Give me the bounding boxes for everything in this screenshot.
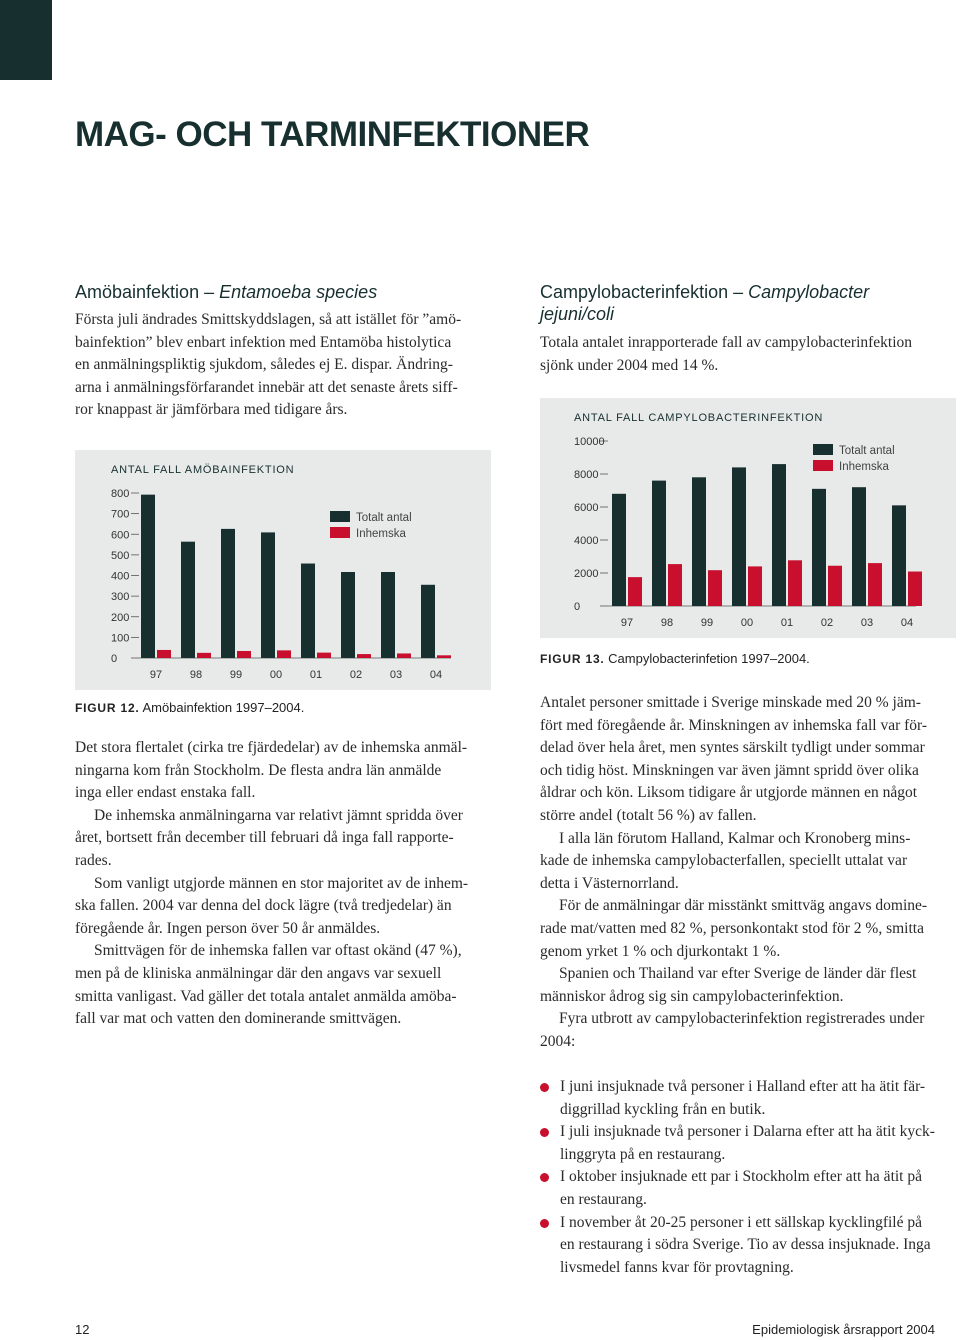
figure-13-text: Campylobacterinfetion 1997–2004. <box>604 651 810 666</box>
figure-13-caption <box>540 651 810 666</box>
amoeba-intro-line: ror knappast är jämförbara med tidigare års. <box>75 401 348 419</box>
y-tick-label: 4000 <box>574 535 599 547</box>
amoeba-body-paragraph <box>75 940 505 1030</box>
amoeba-body-paragraph <box>75 737 505 805</box>
x-tick-label: 98 <box>660 617 674 629</box>
x-tick-label: 01 <box>309 669 323 681</box>
legend-label: Totalt antal <box>356 512 412 524</box>
y-tick-label: 10000 <box>574 436 605 448</box>
amoeba-intro-line: arna i anmälningsförfarandet innebär att det senaste årets siff- <box>75 378 458 396</box>
y-tick-label: 6000 <box>574 502 599 514</box>
figure-12-text: Amöbainfektion 1997–2004. <box>139 700 305 715</box>
legend-swatch <box>330 527 350 538</box>
amoeba-heading-dash: – <box>199 282 220 302</box>
x-tick-label: 04 <box>429 669 443 681</box>
figure-13-label: FIGUR 13. <box>540 652 605 666</box>
campylobacter-body <box>540 692 960 1054</box>
amoeba-bar-chart-svg <box>75 450 491 690</box>
amoeba-body-line: inga eller endast enstaka fall. <box>75 784 256 802</box>
campylobacter-body-line: människor ådrog sig sin campylobacterinfektion. <box>540 987 844 1005</box>
bar-inhemska-01 <box>788 560 802 606</box>
x-tick-label: 03 <box>389 669 403 681</box>
campylobacter-chart <box>540 398 956 638</box>
bar-inhemska-98 <box>197 653 211 658</box>
campylobacter-body-line: rade mat/vatten med 82 %, personkontakt stod för 2 %, smitta <box>540 919 924 937</box>
y-tick-label: 100 <box>111 632 130 645</box>
bar-total-03 <box>381 572 395 658</box>
x-tick-label: 02 <box>349 669 363 681</box>
outbreak-list-line: diggrillad kyckling från en butik. <box>560 1100 766 1118</box>
campylobacter-body-line: kade de inhemska campylobacterfallen, speciellt uttalat var <box>540 852 908 870</box>
bar-inhemska-00 <box>748 566 762 606</box>
x-tick-label: 97 <box>149 669 163 681</box>
bullet-dot-icon <box>540 1219 549 1228</box>
bar-inhemska-00 <box>277 650 291 658</box>
outbreak-list-item <box>540 1212 960 1280</box>
amoeba-chart <box>75 450 491 690</box>
y-tick-label: 2000 <box>574 568 599 580</box>
campylobacter-heading-italic-1: Campylobacter <box>748 282 870 302</box>
legend-label: Inhemska <box>356 528 406 540</box>
amoeba-heading-italic: Entamoeba species <box>219 282 378 302</box>
outbreak-list-line: I juli insjuknade två personer i Dalarna efter att ha ätit kyck- <box>560 1123 935 1141</box>
outbreak-list-item <box>540 1166 960 1211</box>
bar-inhemska-02 <box>357 654 371 658</box>
amoeba-body-line: Smittvägen för de inhemska fallen var oftast okänd (47 %), <box>94 942 462 960</box>
y-tick-label: 400 <box>111 570 130 583</box>
bar-total-01 <box>301 564 315 658</box>
bullet-dot-icon <box>540 1128 549 1137</box>
outbreak-list-line: I november åt 20-25 personer i ett sällskap kycklingfilé på <box>560 1213 922 1231</box>
x-tick-label: 01 <box>780 617 794 629</box>
campylobacter-body-paragraph <box>540 1008 960 1053</box>
bar-inhemska-98 <box>668 564 682 606</box>
amoeba-body-line: året, bortsett från december till februari då inga fall rapporte- <box>75 829 454 847</box>
amoeba-body-line: fall var mat och vatten den dominerande smittvägen. <box>75 1010 402 1028</box>
publication-name: Epidemiologisk årsrapport 2004 <box>752 1322 935 1337</box>
legend-swatch <box>330 511 350 522</box>
x-tick-label: 02 <box>820 617 834 629</box>
bar-total-99 <box>692 477 706 606</box>
campylobacter-body-line: genom yrket 1 % och djurkontakt 1 %. <box>540 942 781 960</box>
amoeba-body-line: rades. <box>75 851 112 869</box>
bar-inhemska-02 <box>828 566 842 606</box>
corner-block <box>0 0 52 80</box>
bar-total-99 <box>221 529 235 658</box>
campylobacter-intro <box>540 332 960 377</box>
page-number: 12 <box>75 1322 90 1337</box>
amoeba-body-line: ningarna kom från Stockholm. De flesta andra län anmälde <box>75 761 442 779</box>
x-tick-label: 04 <box>900 617 914 629</box>
campylobacter-body-line: fört med föregående år. Minskningen av inhemska fall var för- <box>540 716 928 734</box>
campylobacter-heading-dash: – <box>728 282 749 302</box>
bar-total-97 <box>141 495 155 658</box>
amoeba-body-paragraph <box>75 805 505 873</box>
x-tick-label: 97 <box>620 617 634 629</box>
amoeba-chart-title: ANTAL FALL AMÖBAINFEKTION <box>111 464 295 476</box>
bar-inhemska-03 <box>868 563 882 606</box>
amoeba-heading <box>75 281 377 303</box>
amoeba-body-line: Som vanligt utgjorde männen en stor majoritet av de inhem- <box>94 874 469 892</box>
bar-total-03 <box>852 487 866 606</box>
outbreak-list-line: I oktober insjuknade ett par i Stockholm efter att ha ätit på <box>560 1168 922 1186</box>
campylobacter-intro-line: Totala antalet inrapporterade fall av campylobacterinfektion <box>540 334 913 351</box>
page-title: MAG- OCH TARMINFEKTIONER <box>75 115 590 154</box>
campylobacter-body-line: större andel (totalt 56 %) av fallen. <box>540 806 757 824</box>
bar-total-97 <box>612 494 626 606</box>
y-tick-label: 600 <box>111 529 130 542</box>
bar-inhemska-04 <box>437 655 451 658</box>
bar-inhemska-99 <box>708 570 722 606</box>
legend-swatch <box>813 460 833 471</box>
campylobacter-body-line: Spanien och Thailand var efter Sverige de länder där flest <box>559 965 917 983</box>
y-tick-label: 0 <box>111 653 118 665</box>
campylobacter-body-paragraph <box>540 828 960 896</box>
amoeba-body-line: De inhemska anmälningarna var relativt jämnt spridda över <box>94 806 463 824</box>
campylobacter-body-line: Antalet personer smittade i Sverige minskade med 20 % jäm- <box>540 694 921 711</box>
bar-total-02 <box>812 489 826 606</box>
bar-total-02 <box>341 572 355 658</box>
x-tick-label: 98 <box>189 669 203 681</box>
campylobacter-body-line: I alla län förutom Halland, Kalmar och Kronoberg mins- <box>559 829 911 847</box>
amoeba-body <box>75 737 505 1031</box>
figure-12-caption <box>75 700 304 715</box>
campylobacter-chart-title: ANTAL FALL CAMPYLOBACTERINFEKTION <box>574 412 824 424</box>
amoeba-body-line: föregående år. Ingen person över 50 år anmäldes. <box>75 919 381 937</box>
amoeba-body-line: men på de kliniska anmälningar där den angavs var sexuell <box>75 964 442 982</box>
bar-total-98 <box>181 542 195 658</box>
campylobacter-heading-italic-2: jejuni/coli <box>540 304 615 324</box>
y-tick-label: 300 <box>111 591 130 604</box>
amoeba-body-line: smitta vanligast. Vad gäller det totala antalet anmälda amöba- <box>75 987 457 1005</box>
bar-total-00 <box>732 467 746 606</box>
campylobacter-body-paragraph <box>540 692 960 828</box>
campylobacter-body-line: och tidig höst. Minskningen var även jämnt spridd över olika <box>540 761 919 779</box>
amoeba-intro-line: en anmälningspliktig sjukdom, således ej E. dispar. Ändring- <box>75 356 453 374</box>
bullet-dot-icon <box>540 1173 549 1182</box>
x-tick-label: 00 <box>740 617 754 629</box>
campylobacter-bar-chart-svg <box>540 398 956 638</box>
bar-inhemska-97 <box>157 650 171 658</box>
outbreak-list-line: en restaurang i södra Sverige. Tio av dessa insjuknade. Inga <box>560 1236 931 1254</box>
bar-total-01 <box>772 464 786 606</box>
outbreak-list-item <box>540 1121 960 1166</box>
outbreak-list-line: livsmedel fanns kvar för provtagning. <box>560 1258 794 1276</box>
outbreak-list-line: linggryta på en restaurang. <box>560 1145 726 1163</box>
y-tick-label: 8000 <box>574 469 599 481</box>
legend-label: Totalt antal <box>839 445 895 457</box>
outbreak-list-line: I juni insjuknade två personer i Halland efter att ha ätit fär- <box>560 1078 926 1095</box>
y-tick-label: 200 <box>111 611 130 624</box>
bar-total-04 <box>892 505 906 606</box>
y-tick-label: 0 <box>574 601 581 613</box>
campylobacter-body-line: delad över hela året, men syntes särskilt tydligt under sommar <box>540 739 925 757</box>
outbreak-list <box>540 1076 960 1279</box>
y-tick-label: 700 <box>111 508 130 521</box>
campylobacter-body-line: För de anmälningar där misstänkt smittväg angavs domine- <box>559 897 928 915</box>
campylobacter-body-line: åldrar och kön. Liksom tidigare år utgjorde männen en något <box>540 784 918 802</box>
campylobacter-heading <box>540 281 940 325</box>
bar-inhemska-99 <box>237 651 251 658</box>
amoeba-body-line: Det stora flertalet (cirka tre fjärdedelar) av de inhemska anmäl- <box>75 739 468 756</box>
bar-total-98 <box>652 481 666 606</box>
x-tick-label: 00 <box>269 669 283 681</box>
outbreak-list-item <box>540 1076 960 1121</box>
bar-inhemska-03 <box>397 653 411 658</box>
outbreak-list-line: en restaurang. <box>560 1190 647 1208</box>
bullet-dot-icon <box>540 1083 549 1092</box>
campylobacter-body-line: detta i Västernorrland. <box>540 874 679 892</box>
y-tick-label: 800 <box>111 488 130 500</box>
campylobacter-intro-line: sjönk under 2004 med 14 %. <box>540 356 719 374</box>
campylobacter-body-line: 2004: <box>540 1032 576 1050</box>
bar-inhemska-04 <box>908 572 922 606</box>
amoeba-intro-line: Första juli ändrades Smittskyddslagen, så att istället för ”amö- <box>75 311 462 328</box>
bar-inhemska-01 <box>317 653 331 658</box>
legend-label: Inhemska <box>839 461 889 473</box>
x-tick-label: 99 <box>700 617 714 629</box>
campylobacter-heading-bold: Campylobacterinfektion <box>540 282 729 302</box>
campylobacter-body-paragraph <box>540 895 960 963</box>
figure-12-label: FIGUR 12. <box>75 701 140 715</box>
bar-total-00 <box>261 532 275 658</box>
amoeba-intro <box>75 309 505 422</box>
campylobacter-body-line: Fyra utbrott av campylobacterinfektion registrerades under <box>559 1010 925 1028</box>
amoeba-heading-bold: Amöbainfektion <box>75 282 200 302</box>
amoeba-intro-line: bainfektion” blev enbart infektion med Entamöba histolytica <box>75 333 452 351</box>
legend-swatch <box>813 444 833 455</box>
campylobacter-body-paragraph <box>540 963 960 1008</box>
x-tick-label: 99 <box>229 669 243 681</box>
bar-inhemska-97 <box>628 577 642 606</box>
amoeba-body-paragraph <box>75 873 505 941</box>
y-tick-label: 500 <box>111 549 130 562</box>
amoeba-body-line: ska fallen. 2004 var denna del dock lägre (två tredjedelar) än <box>75 897 452 915</box>
x-tick-label: 03 <box>860 617 874 629</box>
bar-total-04 <box>421 585 435 658</box>
